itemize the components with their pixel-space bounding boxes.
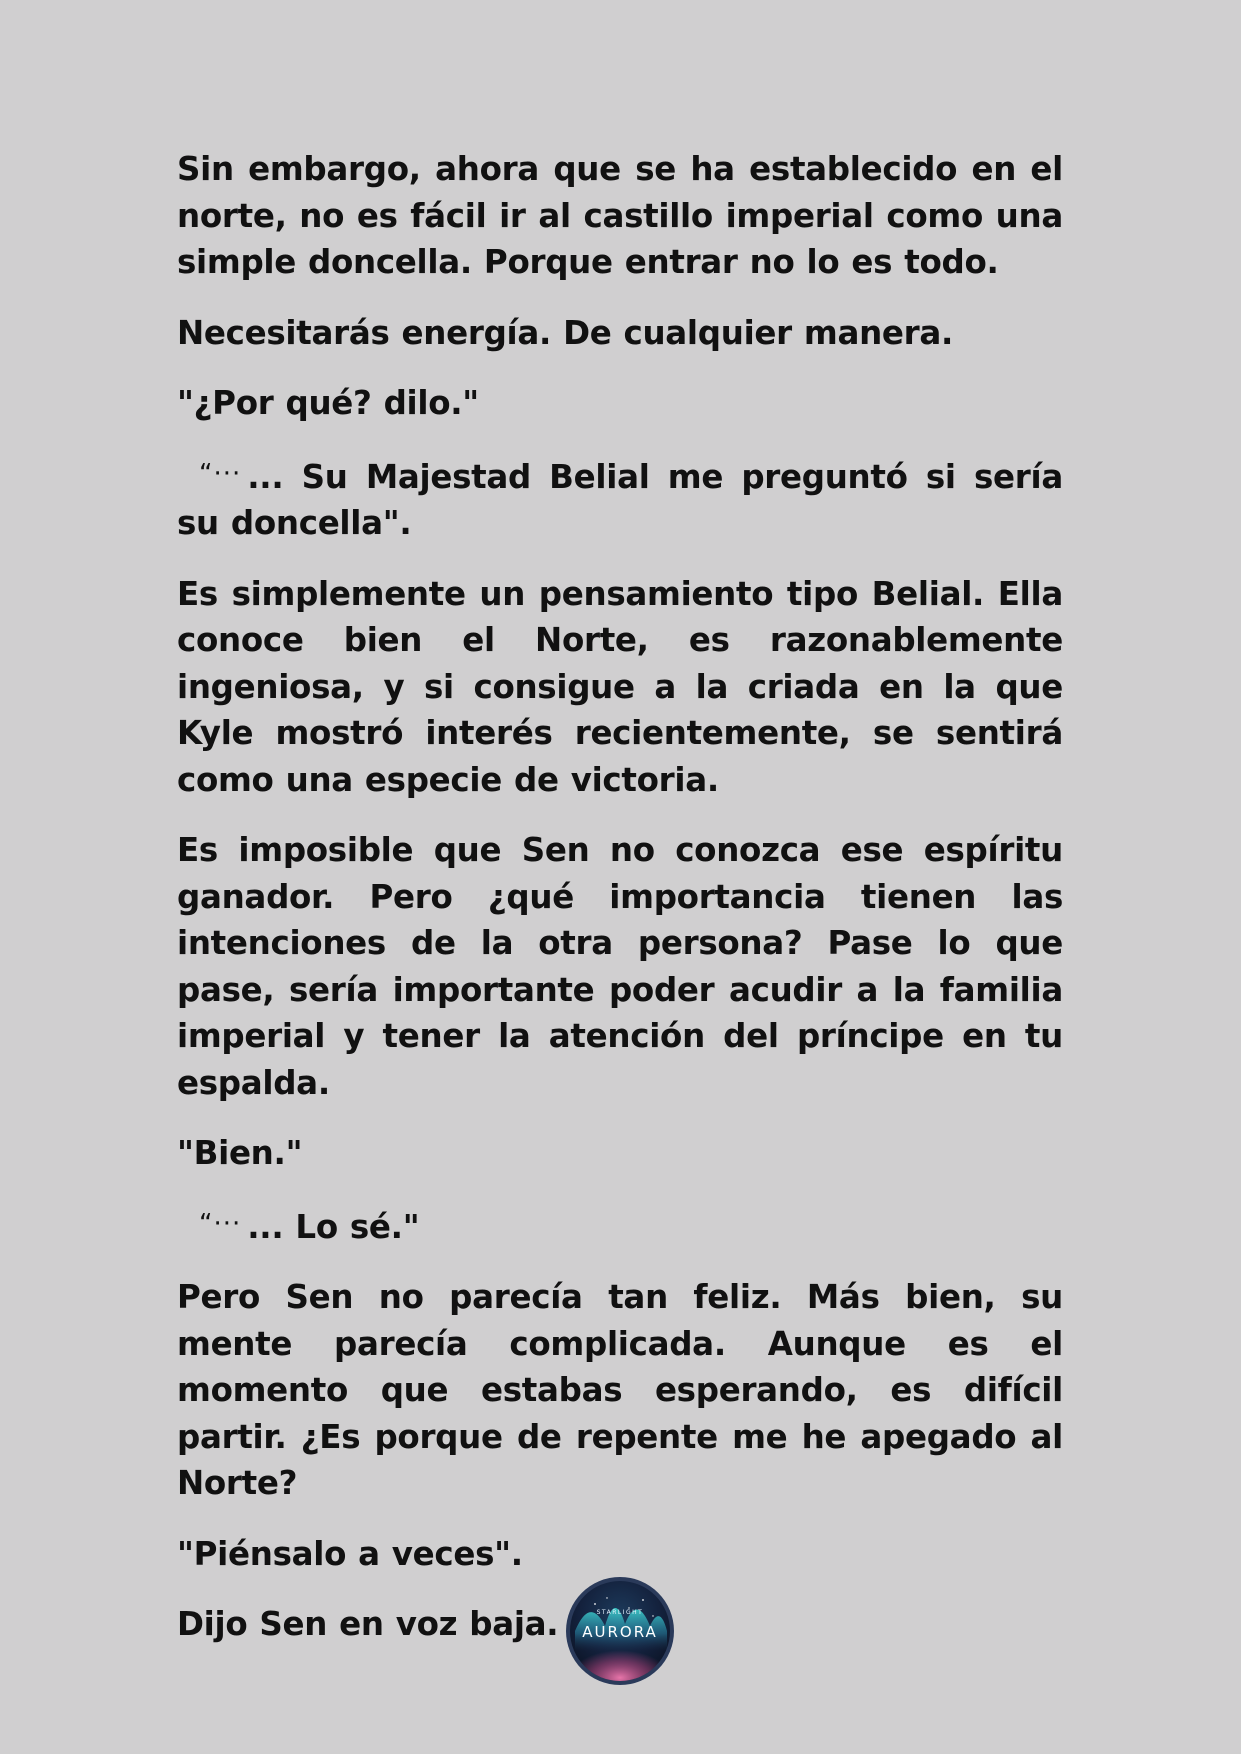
- logo-name: AURORA: [582, 1623, 658, 1641]
- paragraph-11: Dijo Sen en voz baja.: [177, 1605, 559, 1643]
- paragraph-9: Pero Sen no parecía tan feliz. Más bien, su mente parecía complicada. Aunque es el momento que estabas esperando, es difícil partir. ¿Es porque de repente me he apegado al Norte?: [177, 1278, 1063, 1502]
- aurora-logo: [565, 1576, 675, 1686]
- paragraph-1: Sin embargo, ahora que se ha establecido en el norte, no es fácil ir al castillo imperial como una simple doncella. Porque entrar no lo es todo.: [177, 150, 1063, 281]
- paragraph-8-text: ... Lo sé.": [247, 1207, 420, 1246]
- paragraph-4: [177, 451, 1063, 547]
- paragraph-3: "¿Por qué? dilo.": [177, 384, 479, 422]
- ellipsis-quote-mark: “···: [199, 1208, 242, 1239]
- ellipsis-quote-mark: “···: [199, 458, 242, 489]
- paragraph-10: "Piénsalo a veces".: [177, 1534, 523, 1573]
- paragraph-7: "Bien.": [177, 1134, 303, 1172]
- paragraph-5: Es simplemente un pensamiento tipo Belial. Ella conoce bien el Norte, es razonablemente ingeniosa, y si consigue a la criada en la que Kyle mostró interés recientemente, se sentirá como una especie de victoria.: [177, 574, 1063, 799]
- paragraph-2: Necesitarás energía. De cualquier manera.: [177, 313, 954, 352]
- document-body: [177, 146, 1063, 1672]
- logo-top-text: STARLIGHT: [596, 1609, 644, 1616]
- paragraph-4-text: ... Su Majestad Belial me preguntó si sería su doncella".: [177, 457, 1063, 542]
- paragraph-8: [177, 1201, 1063, 1251]
- paragraph-6: Es imposible que Sen no conozca ese espíritu ganador. Pero ¿qué importancia tienen las intenciones de la otra persona? Pase lo que pase, sería importante poder acudir a la familia imperial y tener la atención del príncipe en tu espalda.: [177, 831, 1063, 1102]
